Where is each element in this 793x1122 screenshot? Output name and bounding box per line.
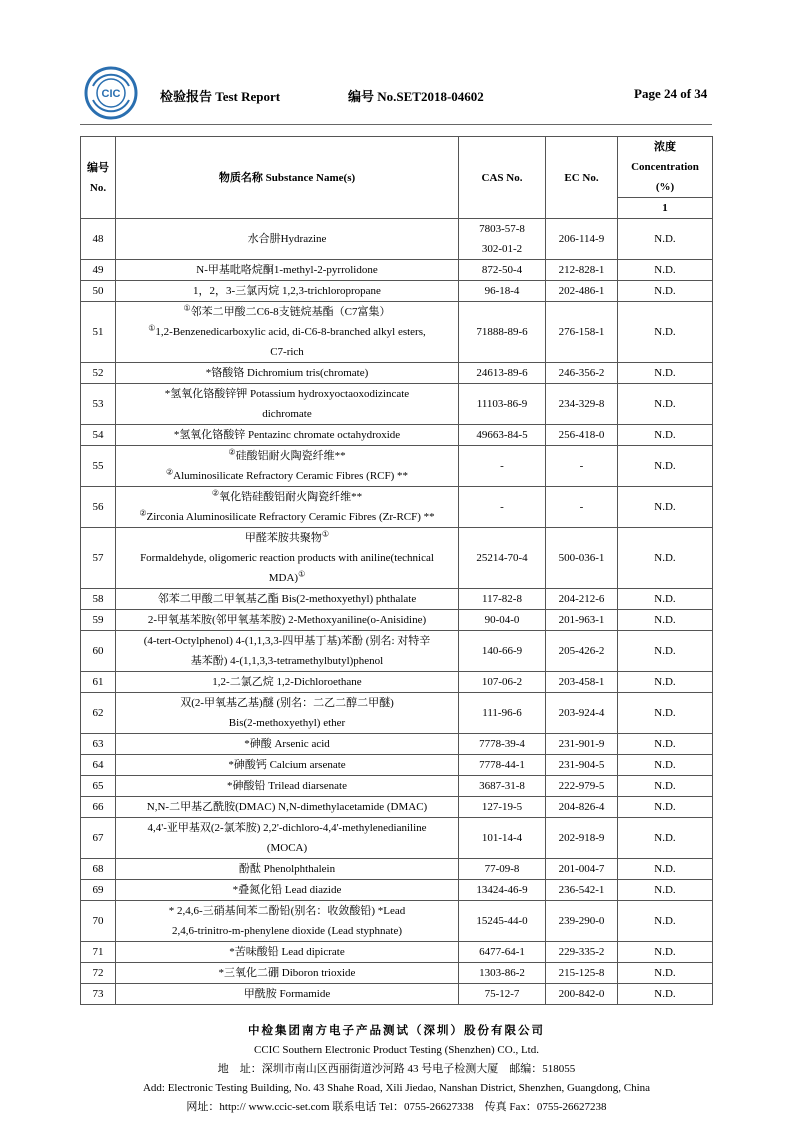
header-no: 编号 No.	[81, 137, 116, 219]
footnote-mark: ①	[148, 323, 156, 333]
table-row: 58 邻苯二甲酸二甲氧基乙酯 Bis(2-methoxyethyl) phthalate 117-82-8 204-212-6 N.D.	[81, 589, 713, 610]
table-row: 72 *三氧化二硼 Diboron trioxide 1303-86-2 215-125-8 N.D.	[81, 963, 713, 984]
table-row: 68 酚酞 Phenolphthalein 77-09-8 201-004-7 N.D.	[81, 859, 713, 880]
table-row: 62 双(2-甲氧基乙基)醚 (别名：二乙二醇二甲醚) Bis(2-methoxyethyl) ether 111-96-6 203-924-4 N.D.	[81, 693, 713, 734]
table-row: 67 4,4'-亚甲基双(2-氯苯胺) 2,2'-dichloro-4,4'-methylenedianiline (MOCA) 101-14-4 202-918-9 N.D.	[81, 818, 713, 859]
table-row: 59 2-甲氧基苯胺(邻甲氧基苯胺) 2-Methoxyaniline(o-Anisidine) 90-04-0 201-963-1 N.D.	[81, 610, 713, 631]
report-number: 编号 No.SET2018-04602	[348, 89, 484, 104]
table-row: 48 水合肼Hydrazine 7803-57-8 302-01-2 206-114-9 N.D.	[81, 219, 713, 260]
header-divider	[80, 124, 712, 125]
table-row: 53 *氢氧化铬酸锌钾 Potassium hydroxyoctaoxodizincate dichromate 11103-86-9 234-329-8 N.D.	[81, 384, 713, 425]
table-row: 51 ①邻苯二甲酸二C6-8支链烷基酯（C7富集） ①1,2-Benzenedicarboxylic acid, di-C6-8-branched alkyl esters, C7-rich 71888-89-6 276-158-1 N.D.	[81, 302, 713, 363]
table-row: 49 N-甲基吡咯烷酮1-methyl-2-pyrrolidone 872-50-4 212-828-1 N.D.	[81, 260, 713, 281]
table-row: 65 *砷酸铅 Trilead diarsenate 3687-31-8 222-979-5 N.D.	[81, 776, 713, 797]
footnote-mark: ②	[165, 467, 174, 477]
table-row: 54 *氢氧化铬酸锌 Pentazinc chromate octahydroxide 49663-84-5 256-418-0 N.D.	[81, 425, 713, 446]
ccic-logo-icon	[84, 66, 138, 120]
table-row: 70 * 2,4,6-三硝基间苯二酚铅(别名：收敛酸铅) *Lead 2,4,6-trinitro-m-phenylene dioxide (Lead styphnate) 15245-44-0 239-290-0 N.D.	[81, 901, 713, 942]
table-row: 50 1，2，3-三氯丙烷 1,2,3-trichloropropane 96-18-4 202-486-1 N.D.	[81, 281, 713, 302]
page-header	[0, 0, 793, 130]
address-en: Add: Electronic Testing Building, No. 43 Shahe Road, Xili Jiedao, Nanshan District, Shenzhen, Guangdong, China	[142, 1082, 651, 1094]
substance-table	[80, 136, 713, 1005]
table-row: 71 *苦味酸铅 Lead dipicrate 6477-64-1 229-335-2 N.D.	[81, 942, 713, 963]
table-row: 73 甲酰胺 Formamide 75-12-7 200-842-0 N.D.	[81, 984, 713, 1005]
table-row: 56 ②氧化锆硅酸铝耐火陶瓷纤维** ②Zirconia Aluminosilicate Refractory Ceramic Fibres (Zr-RCF) ** - - N.D.	[81, 487, 713, 528]
company-name-cn: 中检集团南方电子产品测试（深圳）股份有限公司	[248, 1025, 545, 1037]
header-substance-name: 物质名称 Substance Name(s)	[116, 137, 459, 219]
header-ec: EC No.	[546, 137, 618, 219]
footnote-mark: ①	[183, 303, 191, 313]
address-cn: 地 址：深圳市南山区西丽街道沙河路 43 号电子检测大厦 邮编：518055	[217, 1063, 576, 1075]
logo-text: CIC	[101, 88, 121, 100]
table-row: 63 *砷酸 Arsenic acid 7778-39-4 231-901-9 N.D.	[81, 734, 713, 755]
footnote-mark: ②	[139, 508, 147, 518]
header-cas: CAS No.	[459, 137, 546, 219]
contact-info: 网址：http:// www.ccic-set.com 联系电话 Tel：0755-26627338 传真 Fax：0755-26627238	[186, 1101, 607, 1113]
footnote-mark: ①	[321, 529, 330, 539]
table-row: 55 ②硅酸铝耐火陶瓷纤维** ②Aluminosilicate Refractory Ceramic Fibres (RCF) ** - - N.D.	[81, 446, 713, 487]
page-number: Page 24 of 34	[634, 86, 708, 101]
table-row: 52 *铬酸铬 Dichromium tris(chromate) 24613-89-6 246-356-2 N.D.	[81, 363, 713, 384]
footnote-mark: ②	[228, 447, 236, 457]
header-concentration-sample: 1	[618, 198, 713, 219]
report-title: 检验报告 Test Report	[160, 89, 281, 104]
header-concentration: 浓度 Concentration (%)	[618, 137, 713, 198]
table-row: 69 *叠氮化铅 Lead diazide 13424-46-9 236-542-1 N.D.	[81, 880, 713, 901]
page-footer	[0, 1022, 793, 1117]
table-row: 66 N,N-二甲基乙酰胺(DMAC) N,N-dimethylacetamide (DMAC) 127-19-5 204-826-4 N.D.	[81, 797, 713, 818]
footnote-mark: ①	[298, 569, 306, 579]
table-row: 60 (4-tert-Octylphenol) 4-(1,1,3,3-四甲基丁基)苯酚 (别名: 对特辛 基苯酚) 4-(1,1,3,3-tetramethylbutyl)phenol 140-66-9 205-426-2 N.D.	[81, 631, 713, 672]
footnote-mark: ②	[211, 488, 220, 498]
company-name-en: CCIC Southern Electronic Product Testing (Shenzhen) CO., Ltd.	[254, 1044, 539, 1056]
table-row: 64 *砷酸钙 Calcium arsenate 7778-44-1 231-904-5 N.D.	[81, 755, 713, 776]
table-row: 61 1,2-二氯乙烷 1,2-Dichloroethane 107-06-2 203-458-1 N.D.	[81, 672, 713, 693]
table-row: 57 甲醛苯胺共聚物① Formaldehyde, oligomeric reaction products with aniline(technical MDA)① 25214-70-4 500-036-1 N.D.	[81, 528, 713, 589]
